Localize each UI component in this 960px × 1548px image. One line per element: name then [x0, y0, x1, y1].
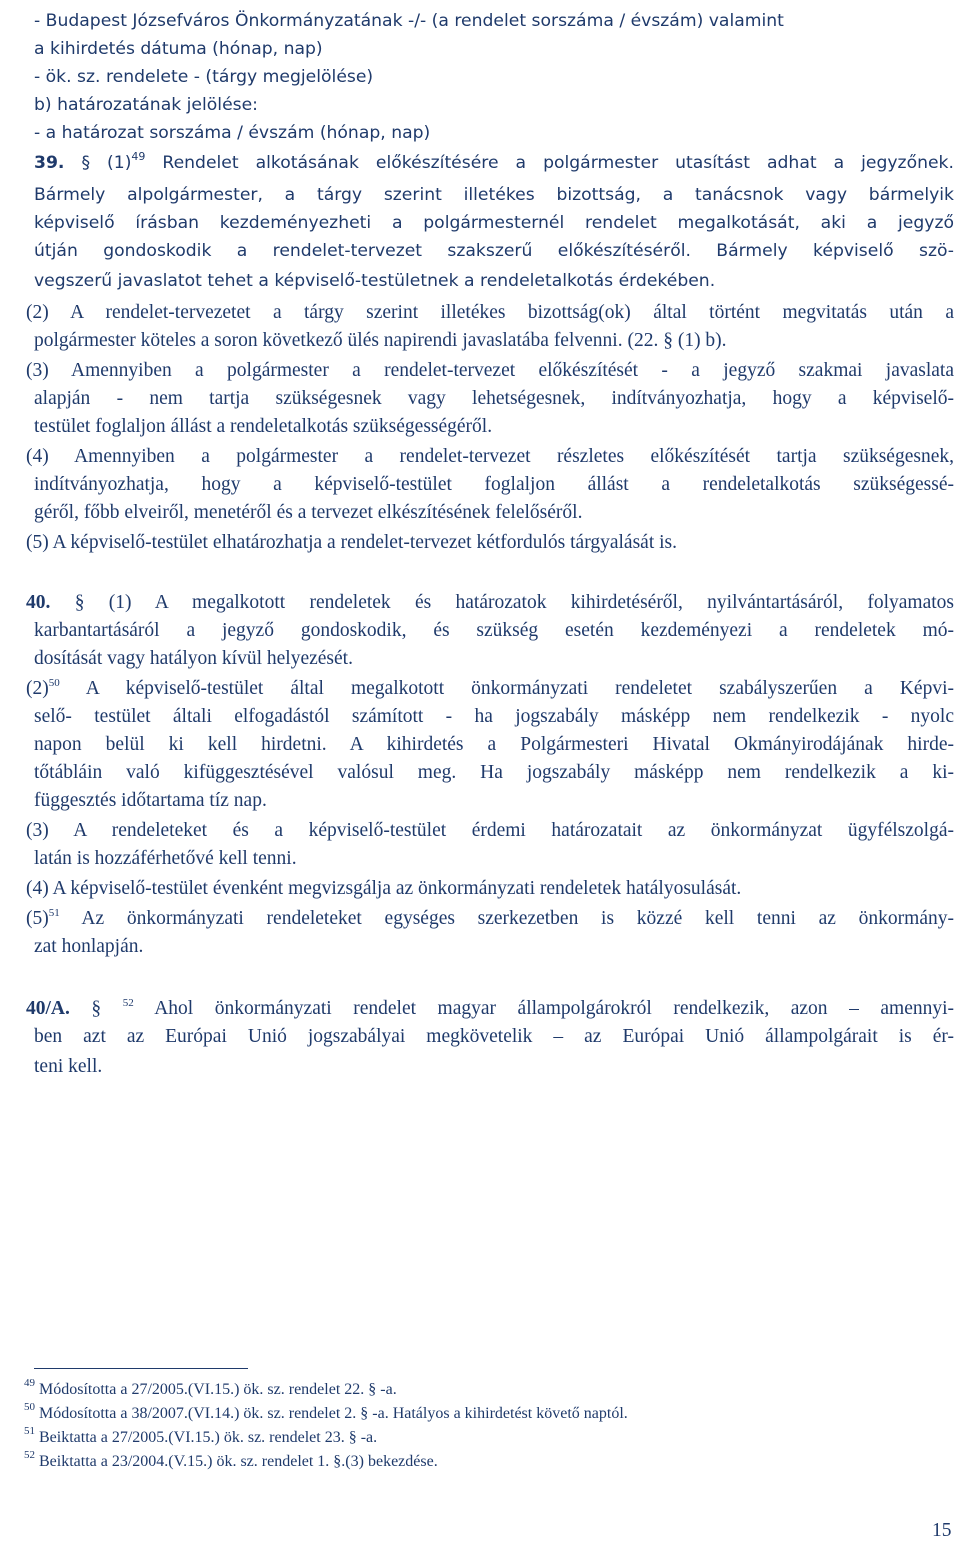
line-text: - ök. sz. rendelete - (tárgy megjelölése): [34, 67, 374, 87]
text-line: [26, 906, 954, 932]
line-text: géről, főbb elveiről, menetéről és a tervezet elkészítésének felelőséről.: [34, 502, 583, 523]
line-text: (3) Amennyiben a polgármester a rendelet-tervezet előkészítését - a jegyző szakmai javaslata: [26, 360, 954, 381]
line-text: dosítását vagy hatályon kívül helyezését.: [34, 648, 353, 669]
text-line: [34, 120, 430, 146]
text-line: [34, 646, 353, 672]
section-number: 39.: [34, 153, 65, 173]
line-text: (4) Amennyiben a polgármester a rendelet-tervezet részletes előkészítését tartja szükségesnek,: [26, 446, 954, 467]
section-number: 40.: [26, 592, 51, 613]
line-text: indítványozhatja, hogy a képviselő-testület foglaljon állást a rendeletalkotás szükségessé-: [34, 474, 954, 495]
line-text: latán is hozzáférhetővé kell tenni.: [34, 848, 297, 869]
footnote-ref[interactable]: 51: [48, 907, 60, 919]
footnote-ref[interactable]: 52: [122, 997, 134, 1009]
text-line: [34, 238, 954, 264]
text-line: [34, 386, 954, 412]
text-line: [34, 760, 954, 786]
text-line: [34, 414, 492, 440]
footnote-number: 51: [24, 1425, 35, 1437]
line-text: (1) A megalkotott rendeletek és határozatok kihirdetéséről, nyilvántartásáról, folyamatos: [108, 592, 955, 613]
footnote-text: Módosította a 27/2005.(VI.15.) ök. sz. rendelet 22. § -a.: [39, 1381, 397, 1398]
text-line: [34, 846, 297, 872]
line-text: alapján - nem tartja szükségesnek vagy lehetségesnek, indítványozhatja, hogy a képviselő-: [34, 388, 954, 409]
text-line: [26, 876, 741, 902]
footnote-separator: [34, 1368, 248, 1369]
line-text: - a határozat sorszáma / évszám (hónap, nap): [34, 123, 431, 143]
paragraph-number: (5): [26, 908, 49, 929]
footnote: [24, 1401, 628, 1424]
footnote-ref[interactable]: 50: [48, 677, 60, 689]
text-line: [34, 182, 954, 208]
line-text: (4) A képviselő-testület évenként megvizsgálja az önkormányzati rendeletek hatályosulását.: [26, 878, 742, 899]
text-line: [26, 358, 954, 384]
line-text: teni kell.: [34, 1056, 103, 1077]
line-text: - Budapest Józsefváros Önkormányzatának -/- (a rendelet sorszáma / évszám) valamint: [34, 11, 784, 31]
line-text: képviselő írásban kezdeményezheti a polgármesternél rendelet megalkotását, aki a jegyző: [34, 213, 954, 233]
line-text: a kihirdetés dátuma (hónap, nap): [34, 39, 323, 59]
line-text: testület foglaljon állást a rendeletalkotás szükségességéről.: [34, 416, 493, 437]
text-line: [26, 590, 954, 616]
line-text: polgármester köteles a soron következő ülés napirendi javaslatába felvenni. (22. § (1) b).: [34, 330, 727, 351]
footnote: [24, 1425, 378, 1448]
footnote: [24, 1377, 397, 1400]
paragraph-number: (2): [26, 678, 49, 699]
line-text: A képviselő-testület által megalkotott önkormányzati rendeletet szabályszerűen a Képvi-: [85, 678, 954, 699]
text-line: [34, 1054, 102, 1080]
text-line: [26, 300, 954, 326]
page-number: 15: [932, 1520, 952, 1541]
text-line: [26, 676, 954, 702]
text-line: [34, 618, 954, 644]
text-line: [34, 36, 323, 62]
paragraph-number: (1): [107, 153, 132, 173]
line-text: selő- testület általi elfogadástól számított - ha jogszabály másképp nem rendelkezik - nyolc: [34, 706, 954, 727]
text-line: [26, 444, 954, 470]
section-sign: §: [74, 592, 85, 613]
text-line: [34, 500, 582, 526]
text-line: [34, 64, 373, 90]
text-line: [34, 210, 954, 236]
footnote-ref[interactable]: 49: [131, 150, 146, 163]
text-line: [34, 788, 267, 814]
line-text: ben azt az Európai Unió jogszabályai megkövetelik – az Európai Unió állampolgárait is ér-: [34, 1026, 954, 1047]
line-text: függesztés időtartama tíz nap.: [34, 790, 267, 811]
line-text: Rendelet alkotásának előkészítésére a polgármester utasítást adhat a jegyzőnek.: [162, 153, 954, 173]
text-line: [34, 92, 258, 118]
text-line: [34, 732, 954, 758]
section-number: 40/A.: [26, 998, 70, 1019]
text-line: [26, 818, 954, 844]
line-text: Az önkormányzati rendeleteket egységes szerkezetben is közzé kell tenni az önkormány-: [81, 908, 954, 929]
line-text: (2) A rendelet-tervezetet a tárgy szerint illetékes bizottság(ok) által történt megvitatás után a: [26, 302, 954, 323]
line-text: napon belül ki kell hirdetni. A kihirdetés a Polgármesteri Hivatal Okmányirodájának hirde-: [34, 734, 954, 755]
footnote-text: Beiktatta a 23/2004.(V.15.) ök. sz. rendelet 1. §.(3) bekezdése.: [39, 1453, 438, 1470]
footnote-text: Módosította a 38/2007.(VI.14.) ök. sz. rendelet 2. § -a. Hatályos a kihirdetést követő naptól.: [39, 1405, 628, 1422]
text-line: [26, 996, 954, 1022]
text-line: [34, 1024, 954, 1050]
text-line: [34, 150, 954, 176]
text-line: [34, 704, 954, 730]
line-text: b) határozatának jelölése:: [34, 95, 258, 115]
section-sign: §: [81, 153, 91, 173]
line-text: (5) A képviselő-testület elhatározhatja a rendelet-tervezet kétfordulós tárgyalását is.: [26, 532, 678, 553]
section-sign: §: [91, 998, 102, 1019]
text-line: [34, 268, 715, 294]
line-text: zat honlapján.: [34, 936, 144, 957]
footnote-number: 49: [24, 1377, 35, 1389]
text-line: [34, 328, 727, 354]
text-line: [34, 472, 954, 498]
line-text: karbantartásáról a jegyző gondoskodik, és szükség esetén kezdeményezi a rendeletek mó-: [34, 620, 954, 641]
line-text: vegszerű javaslatot tehet a képviselő-testületnek a rendeletalkotás érdekében.: [34, 271, 716, 291]
line-text: Bármely alpolgármester, a tárgy szerint illetékes bizottság, a tanácsnok vagy bármelyik: [34, 185, 954, 205]
footnote-text: Beiktatta a 27/2005.(VI.15.) ök. sz. rendelet 23. § -a.: [39, 1429, 378, 1446]
footnote-number: 52: [24, 1449, 35, 1461]
footnote: [24, 1449, 438, 1472]
line-text: (3) A rendeleteket és a képviselő-testület érdemi határozatait az önkormányzat ügyfélszolgá-: [26, 820, 954, 841]
line-text: útján gondoskodik a rendelet-tervezet szakszerű előkészítéséről. Bármely képviselő szö-: [34, 241, 954, 261]
text-line: [34, 8, 784, 34]
text-line: [34, 934, 143, 960]
line-text: Ahol önkormányzati rendelet magyar állampolgárokról rendelkezik, azon – amennyi-: [154, 998, 955, 1019]
line-text: tőtábláin való kifüggesztésével valósul meg. Ha jogszabály másképp nem rendelkezik a ki-: [34, 762, 954, 783]
footnote-number: 50: [24, 1401, 35, 1413]
text-line: [26, 530, 677, 556]
